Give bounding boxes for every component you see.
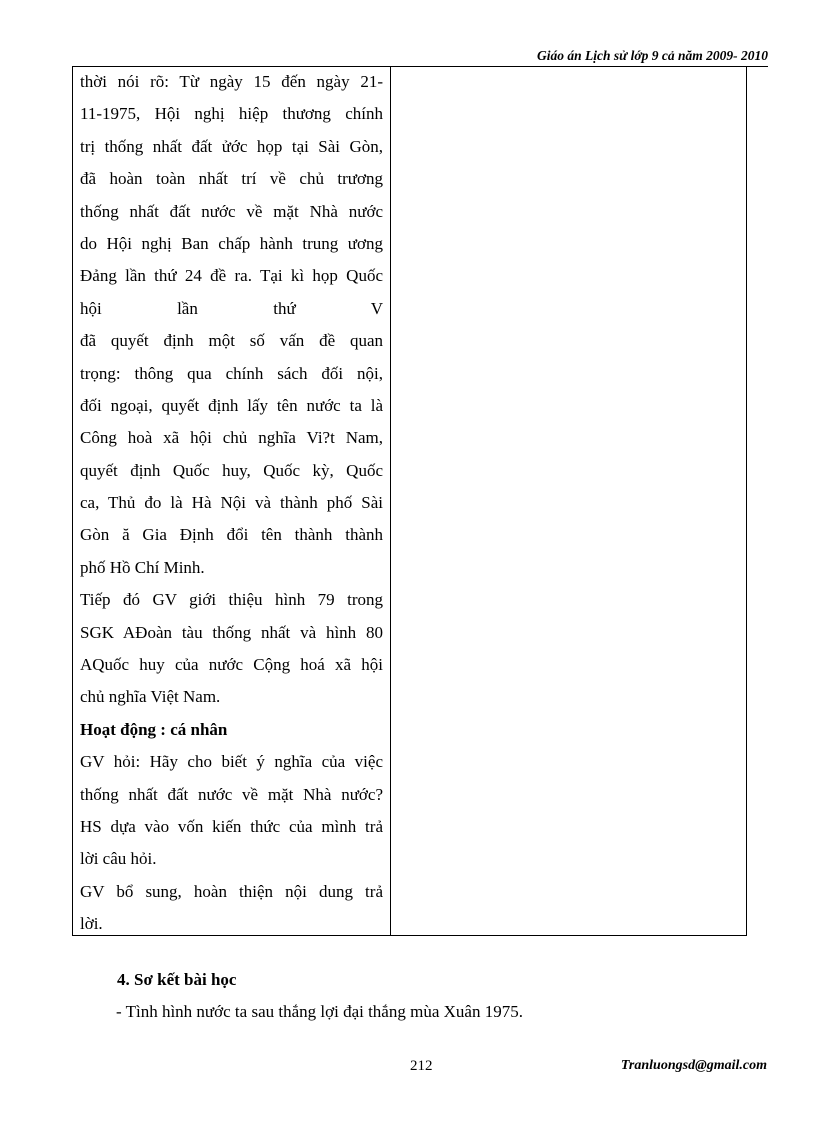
text-line: chủ nghĩa Việt Nam.: [80, 687, 221, 707]
text-line: do Hội nghị Ban chấp hành trung ương: [80, 233, 383, 253]
activity-line: [80, 714, 383, 746]
text-line: HS dựa vào vốn kiến thức của mình trả: [80, 816, 383, 836]
text-line: trị thống nhất đất ửớc họp tại Sài Gòn,: [80, 136, 383, 156]
activity-label: Hoạt động: [80, 719, 157, 739]
activity-rest: : cá nhân: [156, 719, 228, 739]
text-line: thống nhất đất nước về mặt Nhà nước: [80, 201, 383, 221]
text-line: quyết định Quốc huy, Quốc kỳ, Quốc: [80, 460, 383, 480]
text-line: Công hoà xã hội chủ nghĩa Vi?t Nam,: [80, 428, 383, 448]
text-line: Gòn ă Gia Định đổi tên thành thành: [80, 525, 383, 545]
text-line: thống nhất đất nước về mặt Nhà nước?: [80, 784, 383, 804]
header-title: Giáo án Lịch sử lớp 9 cả năm 2009- 2010: [537, 48, 768, 63]
text-line: SGK AĐoàn tàu thống nhất và hình 80: [80, 622, 383, 642]
text-line: trọng: thông qua chính sách đối nội,: [80, 363, 383, 383]
text-line: thời nói rõ: Từ ngày 15 đến ngày 21-: [80, 72, 383, 91]
text-line: đã hoàn toàn nhất trí về chủ trương: [80, 169, 383, 189]
footer-email: Tranluongsd@gmail.com: [620, 1058, 767, 1073]
page-header: [72, 50, 768, 67]
text-line: AQuốc huy của nước Cộng hoá xã hội: [80, 655, 383, 675]
lesson-table: [72, 66, 747, 936]
text-line: 11-1975, Hội nghị hiệp thương chính: [80, 104, 383, 124]
text-line: đối ngoại, quyết định lấy tên nước ta là: [80, 395, 383, 415]
left-column: [80, 66, 383, 941]
text-line: GV hỏi: Hãy cho biết ý nghĩa của việc: [80, 752, 383, 772]
summary-item: - Tình hình nước ta sau thắng lợi đại thắng mùa Xuân 1975.: [116, 1002, 523, 1021]
text-line: ca, Thủ đo là Hà Nội và thành phố Sài: [80, 493, 383, 513]
text-line: lời.: [80, 914, 103, 934]
text-line: GV bổ sung, hoàn thiện nội dung trả: [80, 881, 383, 901]
text-line: phố Hồ Chí Minh.: [80, 557, 205, 577]
page-number: 212: [410, 1058, 433, 1074]
text-line: hội lần thứ V: [80, 298, 383, 318]
text-line: lời câu hỏi.: [80, 849, 157, 869]
text-line: đã quyết định một số vấn đề quan: [80, 331, 383, 351]
text-line: Đảng lần thứ 24 đề ra. Tại kì họp Quốc: [80, 266, 383, 286]
text-line: Tiếp đó GV giới thiệu hình 79 trong: [80, 590, 383, 610]
column-divider: [390, 66, 391, 935]
summary-title: 4. Sơ kết bài học: [117, 970, 237, 989]
